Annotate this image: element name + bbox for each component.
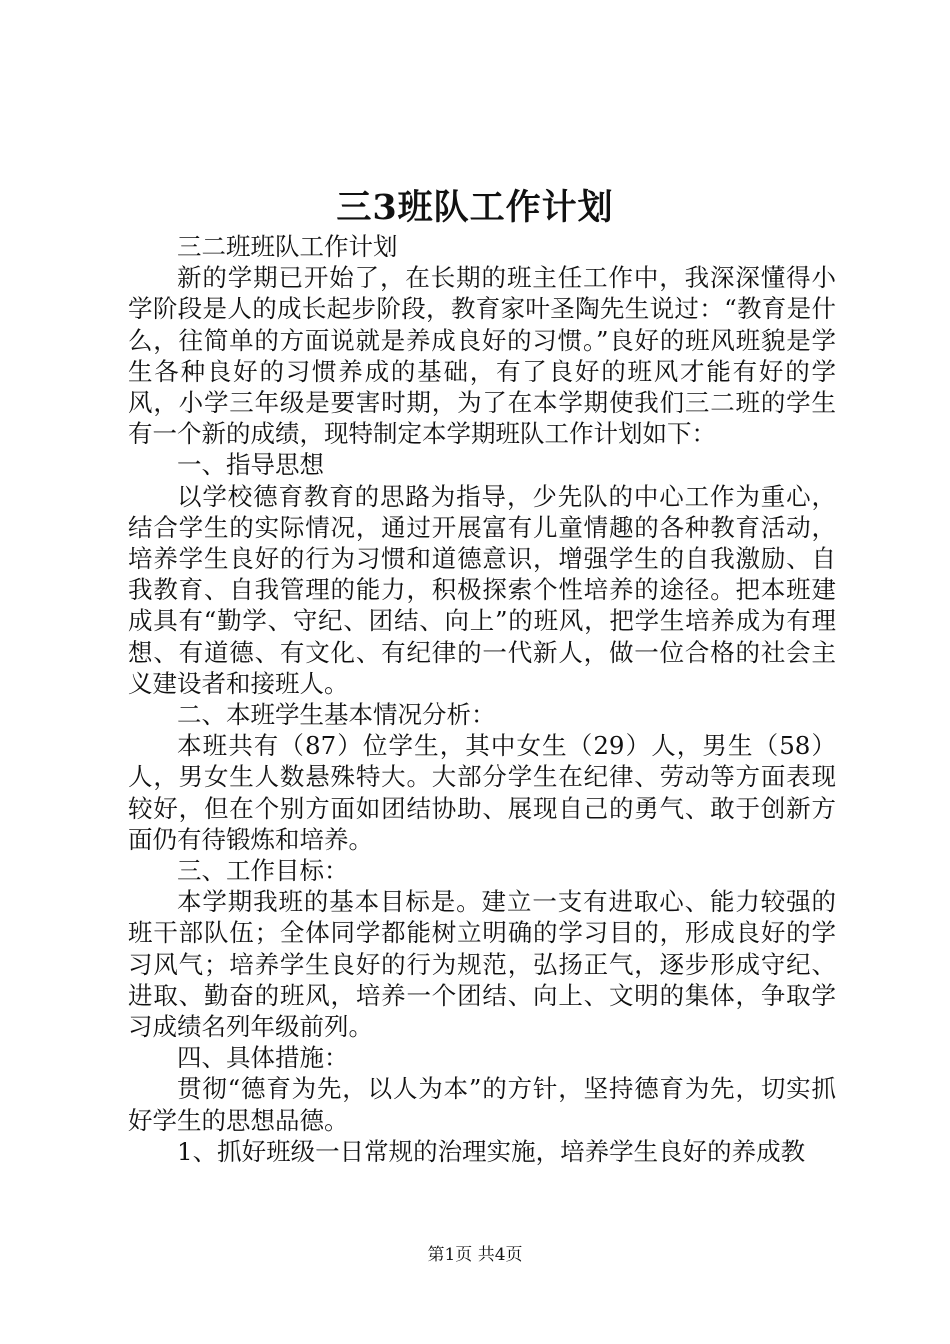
document-title: 三3班队工作计划 [336, 187, 614, 228]
measure-item-1: 1、抓好班级一日常规的治理实施，培养学生良好的养成教 [177, 1136, 806, 1166]
subtitle-paragraph: 三二班班队工作计划 [177, 232, 398, 261]
section-heading-goals: 三、工作目标： [177, 856, 349, 886]
section-heading-guiding-thought: 一、指导思想 [177, 450, 324, 480]
section-heading-class-analysis: 二、本班学生基本情况分析： [177, 700, 496, 730]
document-body [128, 231, 836, 1167]
section-heading-measures: 四、具体措施： [177, 1043, 349, 1073]
measures-paragraph: 贯彻“德育为先，以人为本”的方针，坚持德育为先，切实抓好学生的思想品德。 [128, 1074, 836, 1135]
intro-paragraph: 新的学期已开始了，在长期的班主任工作中，我深深懂得小学阶段是人的成长起步阶段，教育家叶圣陶先生说过：“教育是什么，往简单的方面说就是养成良好的习惯。”良好的班风班貌是学生各种良好的习惯养成的基础，有了良好的班风才能有好的学风，小学三年级是要害时期，为了在本学期使我们三二班的学生有一个新的成绩，现特制定本学期班队工作计划如下： [128, 263, 836, 449]
guiding-thought-paragraph: 以学校德育教育的思路为指导，少先队的中心工作为重心，结合学生的实际情况，通过开展富有儿童情趣的各种教育活动，培养学生良好的行为习惯和道德意识，增强学生的自我激励、自我教育、自我管理的能力，积极探索个性培养的途径。把本班建成具有“勤学、守纪、团结、向上”的班风，把学生培养成为有理想、有道德、有文化、有纪律的一代新人，做一位合格的社会主义建设者和接班人。 [128, 481, 836, 698]
class-analysis-paragraph: 本班共有（87）位学生，其中女生（29）人，男生（58）人，男女生人数悬殊特大。大部分学生在纪律、劳动等方面表现较好，但在个别方面如团结协助、展现自己的勇气、敢于创新方面仍有待锻炼和培养。 [128, 731, 836, 854]
page-footer: 第1页 共4页 [427, 1245, 523, 1265]
goals-paragraph: 本学期我班的基本目标是。建立一支有进取心、能力较强的班干部队伍；全体同学都能树立明确的学习目的，形成良好的学习风气；培养学生良好的行为规范，弘扬正气，逐步形成守纪、进取、勤奋的班风，培养一个团结、向上、文明的集体，争取学习成绩名列年级前列。 [128, 887, 836, 1042]
